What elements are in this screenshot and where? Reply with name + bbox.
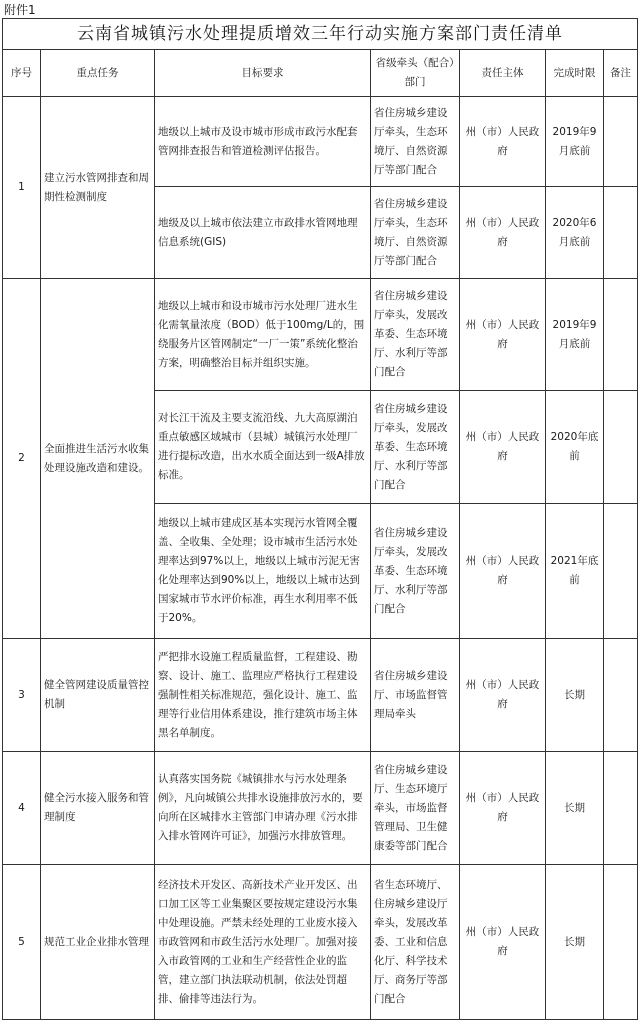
dept-cell: 省住房城乡建设厅牵头，发展改革委、生态环境厅、水利厅等部门配合 xyxy=(371,279,460,391)
remark-cell xyxy=(604,504,638,639)
attachment-label: 附件1 xyxy=(4,3,36,17)
remark-cell xyxy=(604,391,638,504)
goal-cell: 严把排水设施工程质量监督，工程建设、勘察、设计、施工、监理应严格执行工程建设强制性相关标准规范，强化设计、施工、监理等行业信用体系建设，推行建筑市场主体黑名单制度。 xyxy=(155,639,371,752)
dept-cell: 省住房城乡建设厅、生态环境厅牵头，市场监督管理局、卫生健康委等部门配合 xyxy=(371,752,460,865)
task-number: 3 xyxy=(3,639,41,752)
remark-cell xyxy=(604,187,638,279)
responsibility-table xyxy=(2,18,638,1020)
table-row xyxy=(3,639,638,752)
dept-cell: 省住房城乡建设厅、市场监督管理局牵头 xyxy=(371,639,460,752)
subject-cell: 州（市）人民政府 xyxy=(460,391,546,504)
task-number: 1 xyxy=(3,97,41,279)
dept-cell: 省生态环境厅、住房城乡建设厅牵头，发展改革委、工业和信息化厅、科学技术厅、商务厅等部门配合 xyxy=(371,865,460,1020)
goal-cell: 地级以上城市建成区基本实现污水管网全覆盖、全收集、全处理；设市城市生活污水处理率达到97%以上，地级以上城市污泥无害化处理率达到90%以上，地级以上城市达到国家城市节水评价标准，再生水利用率不低于20%。 xyxy=(155,504,371,639)
header-remark: 备注 xyxy=(604,50,638,97)
table-header-row xyxy=(3,50,638,97)
task-number: 5 xyxy=(3,865,41,1020)
remark-cell xyxy=(604,752,638,865)
goal-cell: 地级以上城市及设市城市形成市政污水配套管网排查报告和管道检测评估报告。 xyxy=(155,97,371,187)
deadline-cell: 2021年底前 xyxy=(546,504,604,639)
deadline-cell: 长期 xyxy=(546,752,604,865)
deadline-cell: 长期 xyxy=(546,865,604,1020)
deadline-cell: 2020年底前 xyxy=(546,391,604,504)
subject-cell: 州（市）人民政府 xyxy=(460,865,546,1020)
subject-cell: 州（市）人民政府 xyxy=(460,97,546,187)
goal-cell: 地级以上城市和设市城市污水处理厂进水生化需氧量浓度（BOD）低于100mg/L的，围绕服务片区管网制定“一厂一策”系统化整治方案，明确整治目标并组织实施。 xyxy=(155,279,371,391)
deadline-cell: 2019年9月底前 xyxy=(546,279,604,391)
header-task: 重点任务 xyxy=(41,50,155,97)
table-row xyxy=(3,752,638,865)
dept-cell: 省住房城乡建设厅牵头，发展改革委、生态环境厅、水利厅等部门配合 xyxy=(371,391,460,504)
header-goal: 目标要求 xyxy=(155,50,371,97)
task-name: 健全污水接入服务和管理制度 xyxy=(41,752,155,865)
task-name: 规范工业企业排水管理 xyxy=(41,865,155,1020)
header-dept: 省级牵头（配合）部门 xyxy=(371,50,460,97)
remark-cell xyxy=(604,865,638,1020)
remark-cell xyxy=(604,279,638,391)
header-no: 序号 xyxy=(3,50,41,97)
task-number: 2 xyxy=(3,279,41,639)
header-deadline: 完成时限 xyxy=(546,50,604,97)
deadline-cell: 2020年6月底前 xyxy=(546,187,604,279)
task-number: 4 xyxy=(3,752,41,865)
goal-cell: 地级及以上城市依法建立市政排水管网地理信息系统(GIS) xyxy=(155,187,371,279)
goal-cell: 认真落实国务院《城镇排水与污水处理条例》，凡向城镇公共排水设施排放污水的，要向所在区城排水主管部门申请办理《污水排入排水管网许可证》，加强污水排放管理。 xyxy=(155,752,371,865)
subject-cell: 州（市）人民政府 xyxy=(460,187,546,279)
table-row xyxy=(3,97,638,187)
deadline-cell: 2019年9月底前 xyxy=(546,97,604,187)
subject-cell: 州（市）人民政府 xyxy=(460,639,546,752)
goal-cell: 对长江干流及主要支流沿线、九大高原湖泊重点敏感区域城市（县城）城镇污水处理厂进行提标改造，出水水质全面达到一级A排放标准。 xyxy=(155,391,371,504)
dept-cell: 省住房城乡建设厅牵头，生态环境厅、自然资源厅等部门配合 xyxy=(371,97,460,187)
table-row xyxy=(3,279,638,391)
task-name: 建立污水管网排查和周期性检测制度 xyxy=(41,97,155,279)
remark-cell xyxy=(604,639,638,752)
subject-cell: 州（市）人民政府 xyxy=(460,279,546,391)
deadline-cell: 长期 xyxy=(546,639,604,752)
task-name: 全面推进生活污水收集处理设施改造和建设。 xyxy=(41,279,155,639)
table-row xyxy=(3,865,638,1020)
subject-cell: 州（市）人民政府 xyxy=(460,752,546,865)
document-title: 云南省城镇污水处理提质增效三年行动实施方案部门责任清单 xyxy=(3,19,638,50)
header-subject: 责任主体 xyxy=(460,50,546,97)
dept-cell: 省住房城乡建设厅牵头，发展改革委、生态环境厅、水利厅等部门配合 xyxy=(371,504,460,639)
task-name: 健全管网建设质量管控机制 xyxy=(41,639,155,752)
subject-cell: 州（市）人民政府 xyxy=(460,504,546,639)
goal-cell: 经济技术开发区、高新技术产业开发区、出口加工区等工业集聚区要按规定建设污水集中处理设施。严禁未经处理的工业废水接入市政管网和市政生活污水处理厂。加强对接入市政管网的工业和生产经营性企业的监管，建立部门执法联动机制，依法处罚超排、偷排等违法行为。 xyxy=(155,865,371,1020)
remark-cell xyxy=(604,97,638,187)
dept-cell: 省住房城乡建设厅牵头，生态环境厅、自然资源厅等部门配合 xyxy=(371,187,460,279)
